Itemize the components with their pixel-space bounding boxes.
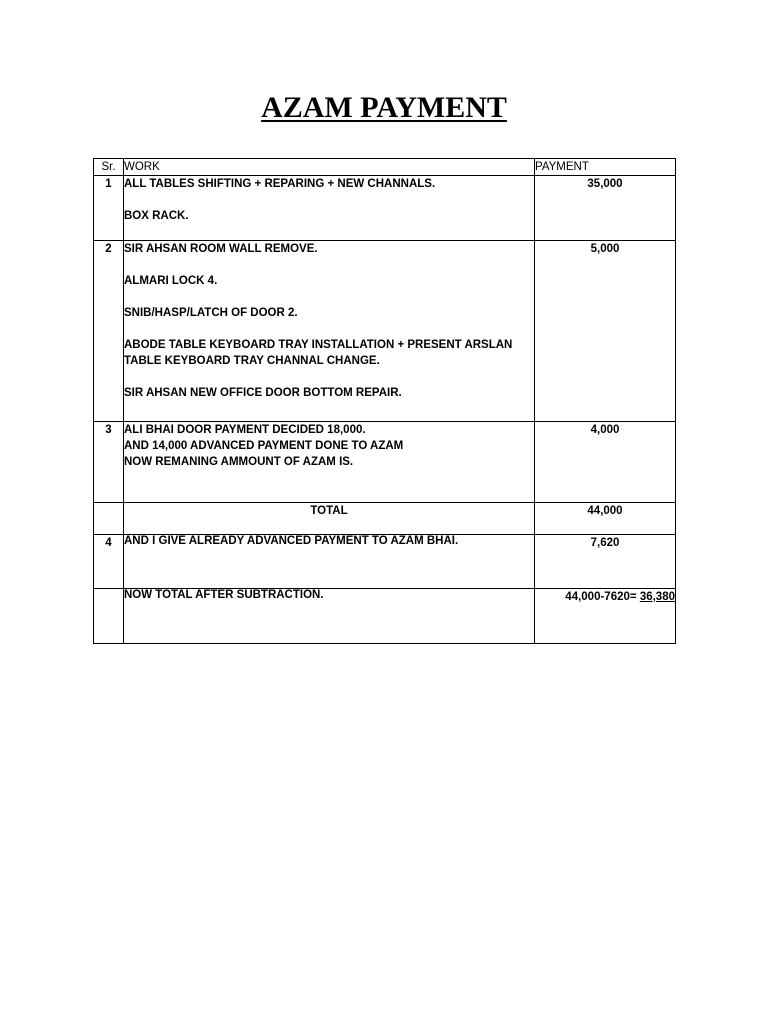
total-sr-empty <box>94 503 124 535</box>
document-title <box>0 88 768 128</box>
document-title-text: AZAM PAYMENT <box>261 91 507 124</box>
row-work <box>124 241 535 422</box>
work-line: AND 14,000 ADVANCED PAYMENT DONE TO AZAM <box>124 440 404 452</box>
final-result: 36,380 <box>639 591 675 603</box>
final-row <box>94 589 676 644</box>
total-row <box>94 503 676 535</box>
final-text: NOW TOTAL AFTER SUBTRACTION. <box>124 589 535 644</box>
advance-row <box>94 535 676 589</box>
row-sr: 2 <box>94 241 124 422</box>
table-header-row <box>94 159 676 176</box>
header-payment: PAYMENT <box>535 159 676 176</box>
work-line: SNIB/HASP/LATCH OF DOOR 2. <box>124 307 298 319</box>
work-line: BOX RACK. <box>124 210 189 222</box>
total-payment: 44,000 <box>535 503 676 535</box>
advance-sr: 4 <box>94 535 124 589</box>
header-work: WORK <box>124 159 535 176</box>
work-line: ALL TABLES SHIFTING + REPARING + NEW CHANNALS. <box>124 178 436 190</box>
row-sr: 1 <box>94 176 124 241</box>
row-payment: 5,000 <box>535 241 676 422</box>
advance-text: AND I GIVE ALREADY ADVANCED PAYMENT TO AZAM BHAI. <box>124 535 535 589</box>
final-payment <box>535 589 676 644</box>
final-sr-empty <box>94 589 124 644</box>
row-sr: 3 <box>94 422 124 503</box>
row-work <box>124 422 535 503</box>
work-line: ALMARI LOCK 4. <box>124 275 218 287</box>
work-line: ABODE TABLE KEYBOARD TRAY INSTALLATION + PRESENT ARSLAN <box>124 339 513 351</box>
work-line: SIR AHSAN NEW OFFICE DOOR BOTTOM REPAIR. <box>124 387 402 399</box>
row-payment: 4,000 <box>535 422 676 503</box>
work-line: TABLE KEYBOARD TRAY CHANNAL CHANGE. <box>124 355 380 367</box>
work-line: NOW REMANING AMMOUNT OF AZAM IS. <box>124 456 354 468</box>
advance-payment: 7,620 <box>535 535 676 589</box>
row-work <box>124 176 535 241</box>
row-payment: 35,000 <box>535 176 676 241</box>
table-row <box>94 176 676 241</box>
work-line: ALI BHAI DOOR PAYMENT DECIDED 18,000. <box>124 424 366 436</box>
header-sr: Sr. <box>94 159 124 176</box>
table-row <box>94 422 676 503</box>
payment-table <box>93 158 676 644</box>
final-expression: 44,000-7620= <box>565 591 637 603</box>
work-line: SIR AHSAN ROOM WALL REMOVE. <box>124 243 318 255</box>
total-label: TOTAL <box>124 503 535 535</box>
table-row <box>94 241 676 422</box>
